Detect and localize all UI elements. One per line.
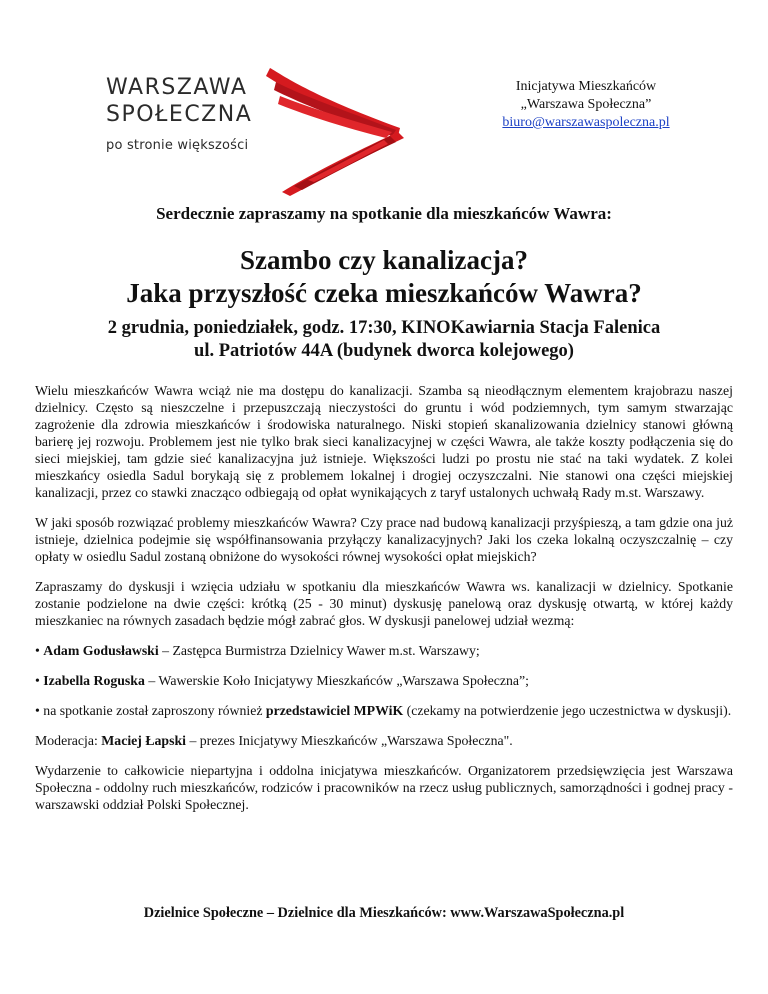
event-date: 2 grudnia, poniedziałek, godz. 17:30, KINOKawiarnia Stacja Falenica <box>107 318 661 338</box>
panelist-name: Izabella Roguska <box>43 673 145 688</box>
logo-brush-strokes <box>266 68 404 196</box>
page-title <box>0 244 768 310</box>
panelist-item <box>35 702 733 719</box>
title-line-2: Jaka przyszłość czeka mieszkańców Wawra? <box>126 278 642 308</box>
paragraph-invitation: Zapraszamy do dyskusji i wzięcia udziału w spotkaniu dla mieszkańców Wawra ws. kanalizacji w dzielnicy. Spotkanie zostanie podzielone na dwie części: krótką (25 - 30 minut) dyskusję panelową oraz dyskusję otwartą, w której każdy mieszkaniec na równych zasadach będzie mógł zabrać głos. W dyskusji panelowej udział wezmą: <box>35 579 733 628</box>
bullet: • <box>35 673 40 688</box>
moderator-role: – prezes Inicjatywy Mieszkańców „Warszawa Społeczna". <box>189 733 513 748</box>
footer-slogan: Dzielnice Społeczne – Dzielnice dla Mieszkańców: www.WarszawaSpołeczna.pl <box>143 905 625 921</box>
moderation-label: Moderacja: <box>35 733 98 748</box>
title-line-1: Szambo czy kanalizacja? <box>240 245 528 275</box>
panelist-item <box>35 672 733 689</box>
panelist-item <box>35 642 733 659</box>
moderation-line <box>35 732 733 749</box>
panelist-name: przedstawiciel MPWiK <box>265 703 404 718</box>
contact-org: Inicjatywa Mieszkańców <box>515 79 657 94</box>
paragraph-intro: Wielu mieszkańców Wawra wciąż nie ma dostępu do kanalizacji. Szamba są nieodłącznym elementem krajobrazu naszej dzielnicy. Często są nieszczelne i przepuszczają nieczystości do gruntu i wód podziemnych, tym samym stwarzając zagrożenie dla zdrowia mieszkańców i środowiska naturalnego. Niski stopień skanalizowania dzielnicy stanowi główną barierę jej rozwoju. Problemem jest nie tylko brak sieci kanalizacyjnej w części Wawra, ale także koszty podłączenia się do sieci miejskiej, tam gdzie sieć kanalizacyjna już istnieje. Większości ludzi po prostu nie stać na taki wydatek. Z kolei mieszkańcy osiedla Sadul borykają się z problemem lokalnej i drogiej oczyszczalni. Nie stanowi ona części miejskiej kanalizacji, przez co stawki znacząco odbiegają od opłat wynikających z taryf ustalonych uchwałą Rady m.st. Warszawy. <box>35 383 733 500</box>
paragraph-closing: Wydarzenie to całkowicie niepartyjna i oddolna inicjatywa mieszkańców. Organizatorem przedsięwzięcia jest Warszawa Społeczna - oddolny ruch mieszkańców, rodziców i pracowników na rzecz usług publicznych, samorządności i godnej pracy - warszawski oddział Polski Społecznej. <box>35 763 733 812</box>
invitation-heading: Serdecznie zapraszamy na spotkanie dla mieszkańców Wawra: <box>156 204 612 223</box>
paragraph-questions: W jaki sposób rozwiązać problemy mieszkańców Wawra? Czy prace nad budową kanalizacji przyśpieszą, a tam gdzie ona już istnieje, dzielnica podejmie się współfinansowania przyłączy kanalizacyjnych? Jaki los czeka lokalną oczyszczalnię – czy opłaty w osiedlu Sadul zostaną obniżone do wysokości równej wysokości opłat miejskich? <box>35 515 733 564</box>
logo-line-2: SPOŁECZNA <box>106 102 253 127</box>
panelist-role: (czekamy na potwierdzenie jego uczestnictwa w dyskusji). <box>406 703 732 718</box>
contact-name: „Warszawa Społeczna” <box>520 97 652 112</box>
panelist-role: – Wawerskie Koło Inicjatywy Mieszkańców „Warszawa Społeczna”; <box>148 673 529 688</box>
panelist-role: – Zastępca Burmistrza Dzielnicy Wawer m.st. Warszawy; <box>162 643 480 658</box>
contact-block <box>476 78 696 132</box>
event-date-location <box>0 317 768 363</box>
red-chevron-logo-icon <box>258 66 408 198</box>
logo-line-1: WARSZAWA <box>106 75 248 100</box>
body-text <box>35 382 733 826</box>
logo-tagline: po stronie większości <box>106 138 249 153</box>
moderator-name: Maciej Łapski <box>101 733 186 748</box>
event-address: ul. Patriotów 44A (budynek dworca kolejowego) <box>194 341 574 361</box>
warszawa-spoleczna-logo <box>90 44 410 194</box>
panelist-intro: na spotkanie został zaproszony również <box>43 703 263 718</box>
bullet: • <box>35 643 40 658</box>
contact-email-link[interactable]: biuro@warszawaspoleczna.pl <box>502 115 670 130</box>
bullet: • <box>35 703 40 718</box>
logo-wordmark <box>106 74 252 153</box>
panelist-name: Adam Godusławski <box>43 643 159 658</box>
